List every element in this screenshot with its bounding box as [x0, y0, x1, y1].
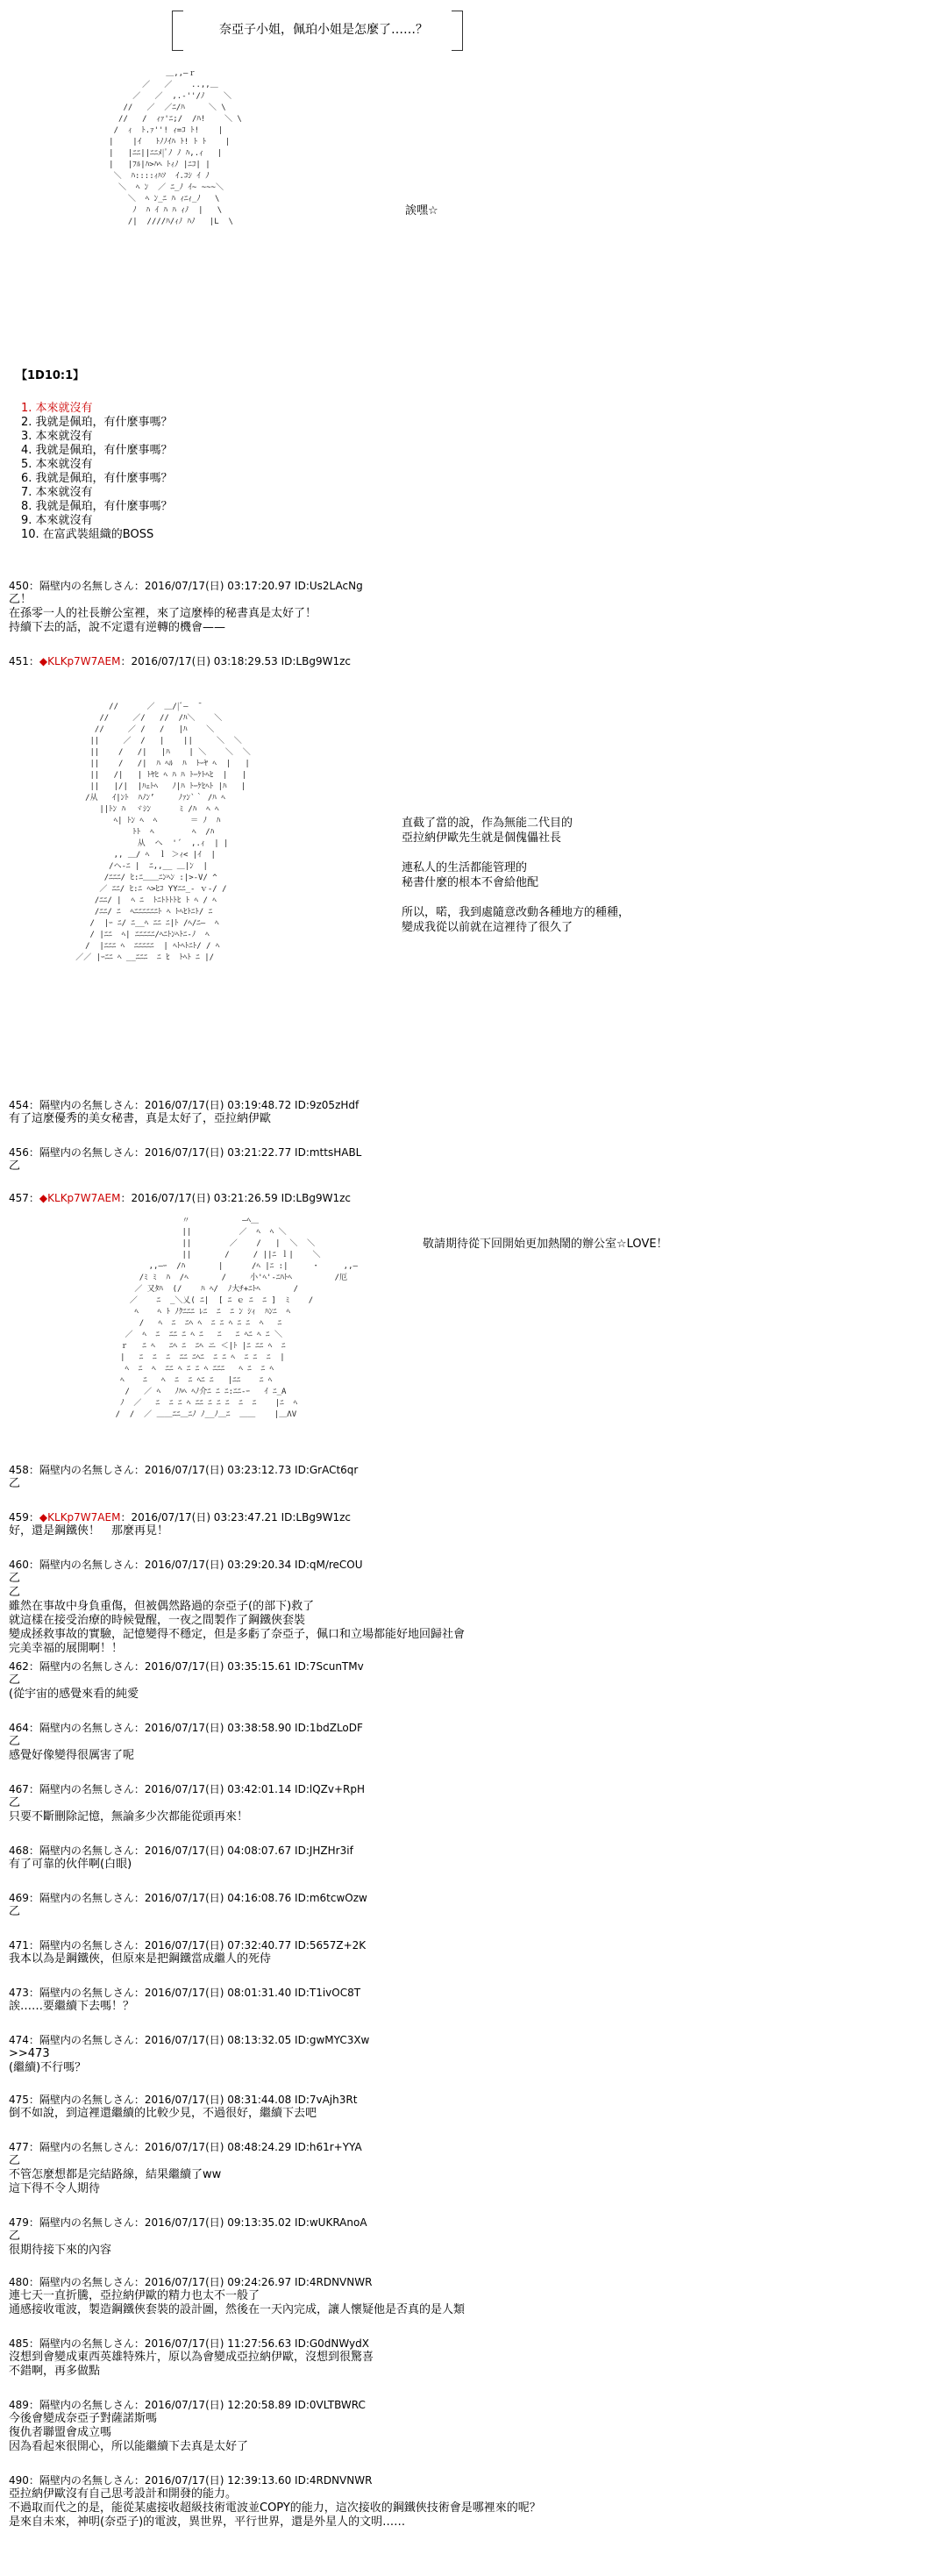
- post-header: 454：隔壁内の名無しさん：2016/07/17(日) 03:19:48.72 ID:9z05zHdf: [9, 1099, 360, 1111]
- post-body: 乙: [9, 1477, 21, 1490]
- post-body: 好，還是鋼鐵俠！ 那麼再見！: [9, 1524, 169, 1538]
- post-body: 誒……要繼續下去嗎！？: [9, 2000, 135, 2013]
- post-body: 乙 只要不斷刪除記憶，無論多少次都能從頭再來！: [9, 1796, 249, 1823]
- top-bubble-text: 奈亞子小姐，佩珀小姐是怎麼了……？: [219, 23, 428, 37]
- post-450: [9, 579, 363, 635]
- post-489: [9, 2398, 366, 2454]
- choice-item: 5. 本來就沒有: [21, 458, 93, 471]
- choice-item: 8. 我就是佩珀，有什麼事嗎？: [21, 500, 173, 513]
- choice-item: 4. 我就是佩珀，有什麼事嗎？: [21, 444, 173, 457]
- post-header: [9, 1510, 351, 1524]
- post-490: [9, 2473, 541, 2530]
- post-body: 有了可靠的伙伴啊(白眼): [9, 1858, 132, 1871]
- post-header: 485：隔壁内の名無しさん：2016/07/17(日) 11:27:56.63 ID:G0dNWydX: [9, 2337, 369, 2350]
- post-header: 479：隔壁内の名無しさん：2016/07/17(日) 09:13:35.02 ID:wUKRAnoA: [9, 2216, 367, 2229]
- author-trip[interactable]: ◆KLKp7W7AEM: [39, 1192, 121, 1204]
- post-456: [9, 1145, 361, 1174]
- post-480: [9, 2275, 465, 2317]
- choice-item: 1. 本來就沒有: [21, 402, 93, 415]
- ascii-art-pepper: ＿,,―ｒ ／ ／ ..,,＿ ／ ／ ,.‐''/ﾉ ＼ // ／ ／ﾆ/ﾊ ＼ \ // / ｨｧ'ﾆ;/ /ﾊ! ＼ \ / ｨ ﾄ.ｧ''! ｨ=ｺ ﾄ! | | |ｲ ﾄﾉﾉｲﾊ ﾄ! ﾄ ﾄ | | |ﾆﾆ||ﾆﾆﾒ|ﾟﾉ ﾉ ﾊ,.ｨ | | |ﾌﾙ|ﾊ>ﾊﾍ ﾄｨﾉ |ﾆｺ| | ＼ ﾊ::::ｨﾊｿ ｲ.ｺｼ ｲ ﾉ ＼ ﾍ ﾝ ／ ﾆ_ﾉ ｲ~ ~~~＼ ＼ ﾍ ﾝ_ﾆ ﾊ ｨﾆｨ_ﾉ \ ﾉ ﾊ ｲ ﾊ ﾊ ｨﾉ | \ /| ////ﾊ/ｨﾉ ﾊﾉ |L \: [109, 69, 242, 226]
- choice-item: 7. 本來就沒有: [21, 486, 93, 499]
- post-body: 乙: [9, 1160, 21, 1173]
- post-459: [9, 1510, 351, 1538]
- choice-item: 6. 我就是佩珀，有什麼事嗎？: [21, 472, 173, 485]
- author-trip[interactable]: ◆KLKp7W7AEM: [39, 655, 121, 667]
- post-body: 乙 很期待接下來的內容: [9, 2230, 112, 2257]
- post-458: [9, 1463, 358, 1491]
- post-460: [9, 1558, 465, 1656]
- choice-item: 3. 本來就沒有: [21, 430, 93, 443]
- post-469: [9, 1891, 367, 1919]
- post-header: [9, 1191, 351, 1205]
- post-473: [9, 1986, 360, 2014]
- post-471: [9, 1938, 366, 1966]
- post-477: [9, 2140, 362, 2196]
- post-header: 464：隔壁内の名無しさん：2016/07/17(日) 03:38:58.90 ID:1bdZLoDF: [9, 1722, 363, 1734]
- post-header: 480：隔壁内の名無しさん：2016/07/17(日) 09:24:26.97 ID:4RDNVNWR: [9, 2276, 373, 2288]
- post-body: 乙 不管怎麼想都是完結路線，結果繼續了ww 這下得不令人期待: [9, 2154, 222, 2195]
- post-header: 458：隔壁内の名無しさん：2016/07/17(日) 03:23:12.73 ID:GrACt6qr: [9, 1464, 359, 1476]
- post-header: 468：隔壁内の名無しさん：2016/07/17(日) 04:08:07.67 ID:JHZHr3if: [9, 1845, 353, 1857]
- post-header: 477：隔壁内の名無しさん：2016/07/17(日) 08:48:24.29 ID:h61r+YYA: [9, 2141, 362, 2153]
- post-header: 456：隔壁内の名無しさん：2016/07/17(日) 03:21:22.77 ID:mttsHABL: [9, 1146, 362, 1159]
- post-header: 460：隔壁内の名無しさん：2016/07/17(日) 03:29:20.34 ID:qM/reCOU: [9, 1559, 363, 1571]
- choice-item: 10. 在富武裝組織的BOSS: [21, 528, 154, 541]
- post-485: [9, 2337, 374, 2379]
- post-474: [9, 2033, 369, 2075]
- top-bubble-bracket-right: [452, 11, 463, 51]
- post-body: 乙 感覺好像變得很厲害了呢: [9, 1735, 135, 1762]
- post-body: 今後會變成奈亞子對薩諾斯嗎 復仇者聯盟會成立嗎 因為看起來很開心，所以能繼續下去真是太好了: [9, 2412, 249, 2453]
- post-body: 沒想到會變成東西英雄特殊片，原以為會變成亞拉納伊歐，沒想到很驚喜 不錯啊，再多做點: [9, 2351, 374, 2378]
- post-457: [9, 1191, 351, 1205]
- post-body: >>473 (繼續)不行嗎？: [9, 2047, 87, 2074]
- post-header: 450：隔壁内の名無しさん：2016/07/17(日) 03:17:20.97 ID:Us2LAcNg: [9, 580, 363, 592]
- post-body: 乙: [9, 1905, 21, 1918]
- post-body: 乙 (從宇宙的感覺來看的純愛: [9, 1673, 139, 1701]
- choice-item: 9. 本來就沒有: [21, 514, 93, 527]
- ascii-art-nyaruko: // ／ ＿/|ﾞ― ̄ // ／/ // /ﾊ＼ ＼ // ／ / / |ﾊ ＼ || ／ / | || ＼ ＼ || / /| |ﾊ | ＼ ＼ ＼ || / /| ﾊ ﾍﾙ ﾊ ﾄｰﾔ ﾍ | | || /| | ﾄﾔﾋ ﾍ ﾊ ﾊ ﾄｰｹﾄﾍﾋ | | || |/| |ﾊｪﾄﾍ ﾉ|ﾊ ﾄｰｹﾋﾍﾄ |ﾊ | /从 ｲ|ﾝﾄ ﾊﾉﾝ’ ﾉｧﾝ`｀ /ﾊ ﾍ ||ﾄﾝ ﾊ ヾｼﾝ ﾐ /ﾊ ﾍ ﾍ ﾍ| ﾄﾝ ﾍ ﾍ ＝ ﾉ ﾊ ﾄﾄ ﾍ ﾍ /ﾊ 从 ヘ '´ ,.ｨ | | ,, ＿/ ﾍ ｌ ＞ｨ< |ｲ | /ヘ-ﾆ | ﾆ,,__ ＿|ﾝ | /ﾆﾆﾆ/ ﾋ:ﾆ＿＿ﾆﾝﾍﾝ :|>-V/ ^ ／ ﾆﾆ/ ﾋ:ﾆ ﾍ>ﾋｺ YYﾆﾆ_- ｖ-/ / /ﾆﾆ/ | ﾍ ﾆ ﾄﾆﾄﾄﾄﾄﾋ ﾄ ﾍ / ﾍ /ﾆﾆ/ ﾆ ﾍﾆﾆﾆﾆﾆﾆﾄ ﾍ ﾄﾍﾋﾄﾆﾄ/ ﾆ / |ｰ ﾆ/ ﾆ__ﾍ ﾆﾆ ﾆ|ﾄ /ﾍ/ﾆ— ﾍ / |ﾆﾆ ﾍ| ﾆﾆﾆﾆﾆ/ﾍﾆﾄﾝﾍﾄﾆ-ﾉ ﾍ / |ﾆﾆﾆ ﾍ ﾆﾆﾆﾆﾆ | ﾍﾄﾍﾄﾆﾄ/ / ﾍ ／／ |ｰﾆﾆ ﾍ __ﾆﾆﾆ ﾆ ﾋ ﾄﾍﾄ ﾆ |/: [75, 703, 251, 962]
- post-468: [9, 1844, 353, 1872]
- post-body: 乙 乙 雖然在事故中身負重傷，但被偶然路過的奈亞子(的部下)救了 就這樣在接受治療的時候覺醒，一夜之間製作了鋼鐵俠套裝 變成拯救事故的實驗，記憶變得不穩定，但是多虧了奈亞子，佩口和立場都能好地回歸社會 完美幸福的展開啊！！: [9, 1572, 466, 1655]
- post-meta: ：2016/07/17(日) 03:18:29.53 ID:LBg9W1zc: [120, 655, 351, 667]
- post-462: [9, 1659, 364, 1702]
- post-number: 459：: [9, 1511, 39, 1523]
- post-header: 473：隔壁内の名無しさん：2016/07/17(日) 08:01:31.40 ID:T1ivOC8T: [9, 1987, 361, 1999]
- author-trip[interactable]: ◆KLKp7W7AEM: [39, 1511, 121, 1523]
- post-467: [9, 1782, 365, 1824]
- post-body: 連七天一直折騰，亞拉納伊歐的精力也太不一般了 通感接收電波，製造鋼鐵俠套裝的設計圖，然後在一天內完成，讓人懷疑他是否真的是人類: [9, 2289, 466, 2316]
- post-body: 亞拉納伊歐沒有自己思考設計和開發的能力。 不過取而代之的是，能從某處接收超級技術電波並COPY的能力，這次接收的鋼鐵俠技術會是哪裡來的呢？ 是來自未來，神明(奈亞子)的電波，異世界，平行世界，還是外星人的文明……: [9, 2487, 541, 2529]
- aa1-caption: 誒嘿☆: [405, 204, 438, 218]
- post-header: 489：隔壁内の名無しさん：2016/07/17(日) 12:20:58.89 ID:0VLTBWRC: [9, 2399, 366, 2411]
- post-meta: ：2016/07/17(日) 03:23:47.21 ID:LBg9W1zc: [120, 1511, 351, 1523]
- post-meta: ：2016/07/17(日) 03:21:26.59 ID:LBg9W1zc: [120, 1192, 351, 1204]
- post-body: 乙！ 在孫零一人的社長辦公室裡，來了這麼棒的秘書真是太好了！ 持續下去的話，說不定還有逆轉的機會——: [9, 593, 317, 634]
- post-451: [9, 654, 351, 668]
- post-number: 457：: [9, 1192, 39, 1204]
- post-header: [9, 654, 351, 668]
- post-body: 有了這麼優秀的美女秘書，真是太好了，亞拉納伊歐: [9, 1112, 272, 1125]
- post-body: 倒不如說，到這裡還繼續的比較少見，不過很好，繼續下去吧: [9, 2107, 317, 2120]
- aa3-text: 敬請期待從下回開始更加熱鬧的辦公室☆LOVE！: [423, 1238, 668, 1251]
- post-header: 462：隔壁内の名無しさん：2016/07/17(日) 03:35:15.61 ID:7ScunTMv: [9, 1660, 364, 1673]
- post-header: 474：隔壁内の名無しさん：2016/07/17(日) 08:13:32.05 ID:gwMYC3Xw: [9, 2034, 370, 2046]
- choice-list: [21, 402, 173, 542]
- post-body: 我本以為是鋼鐵俠，但原來是把鋼鐵當成繼人的死侍: [9, 1952, 272, 1966]
- ascii-art-group: 〃 ―ﾍ＿ || ／ ﾍ ﾍ ＼ || ／ / | ＼ ＼ || / / ||ﾆ ｌ| ＼ ,,―ｰ /ﾊ | /ﾍ |ﾆ :| ・ ,,― /ﾐ ﾐ ﾊ /ﾍ / 小'ﾍ'-ﾆﾊﾄﾍ /厄 ／ 又ﾀﾊ (/ ﾊ ﾍ/ ﾉ大ﾁ+ﾆﾄﾍ / ／ ﾆ _＼乂( ﾆ| [ ﾆ ｅ ﾆ ﾆ ] ﾐ / ﾍ ﾍ ﾄ ﾉｸﾆﾆﾆ ﾚﾆ ﾆ ﾆ ﾝ ｼｨ ﾊﾝﾆ ﾍ / ﾍ ﾆ ﾆﾍ ﾍ ﾆ ﾆ ﾍ ﾆ ﾆ ﾍ ﾆ ／ ﾍ ﾆ ﾆﾆ ﾆ ﾍ ﾆ ﾆ ﾆ ﾍﾆ ﾍ ﾆ ＼ ｒ ﾆ ﾍ ﾆﾍ ﾆ ﾆﾍ ニ ＜|ﾄ |ﾆ ﾆﾆ ﾍ ﾆ | ﾆ ﾆ ﾆ ﾆﾆ ﾆﾍﾆ ﾆ ﾆ ﾍ ﾆ ﾆ ﾆ | ﾍ ﾆ ﾍ ﾆﾆ ﾍ ﾆ ﾆ ﾍ ﾆﾆﾆ ﾍ ﾆ ﾆ ﾍ ﾍ ﾆ ﾍ ﾆ ﾆ ﾍﾆ ﾆ |ﾆﾆ ﾆ ﾍ / ／ ﾍ ﾉﾊﾍ ﾍﾉ介ﾆ ﾆ ﾆ:ﾆﾆ-ｰ ｲ ﾆ_A ﾉ ／ ﾆ ﾆ ﾆ ﾍ ﾆﾆ ﾆ ﾆ ﾆ ﾆ ﾆ |ﾆ ﾍ / / ／ ＿＿ﾆﾆ＿ﾆﾉ ﾉ__ﾉ＿ﾆ ＿＿ |＿ΛV: [115, 1217, 358, 1419]
- post-header: 475：隔壁内の名無しさん：2016/07/17(日) 08:31:44.08 ID:7vAjh3Rt: [9, 2094, 358, 2106]
- top-bubble-bracket-left: [172, 11, 183, 51]
- dice-result-label: 【1D10:1】: [16, 369, 85, 382]
- post-479: [9, 2216, 367, 2258]
- post-number: 451：: [9, 655, 39, 667]
- post-header: 471：隔壁内の名無しさん：2016/07/17(日) 07:32:40.77 ID:5657Z+2K: [9, 1939, 367, 1952]
- post-header: 469：隔壁内の名無しさん：2016/07/17(日) 04:16:08.76 ID:m6tcwOzw: [9, 1892, 367, 1904]
- aa2-text: 直截了當的說，作為無能二代目的 亞拉納伊歐先生就是個傀儡社長 連私人的生活都能管理的 秘書什麼的根本不會給他配 所以，喏，我到處隨意改動各種地方的種種， 變成我從以前就在這裡待了很久了: [402, 817, 630, 934]
- post-454: [9, 1098, 359, 1126]
- post-475: [9, 2093, 357, 2121]
- post-464: [9, 1721, 363, 1763]
- post-header: 490：隔壁内の名無しさん：2016/07/17(日) 12:39:13.60 ID:4RDNVNWR: [9, 2474, 373, 2487]
- choice-item: 2. 我就是佩珀，有什麼事嗎？: [21, 416, 173, 429]
- post-header: 467：隔壁内の名無しさん：2016/07/17(日) 03:42:01.14 ID:lQZv+RpH: [9, 1783, 365, 1795]
